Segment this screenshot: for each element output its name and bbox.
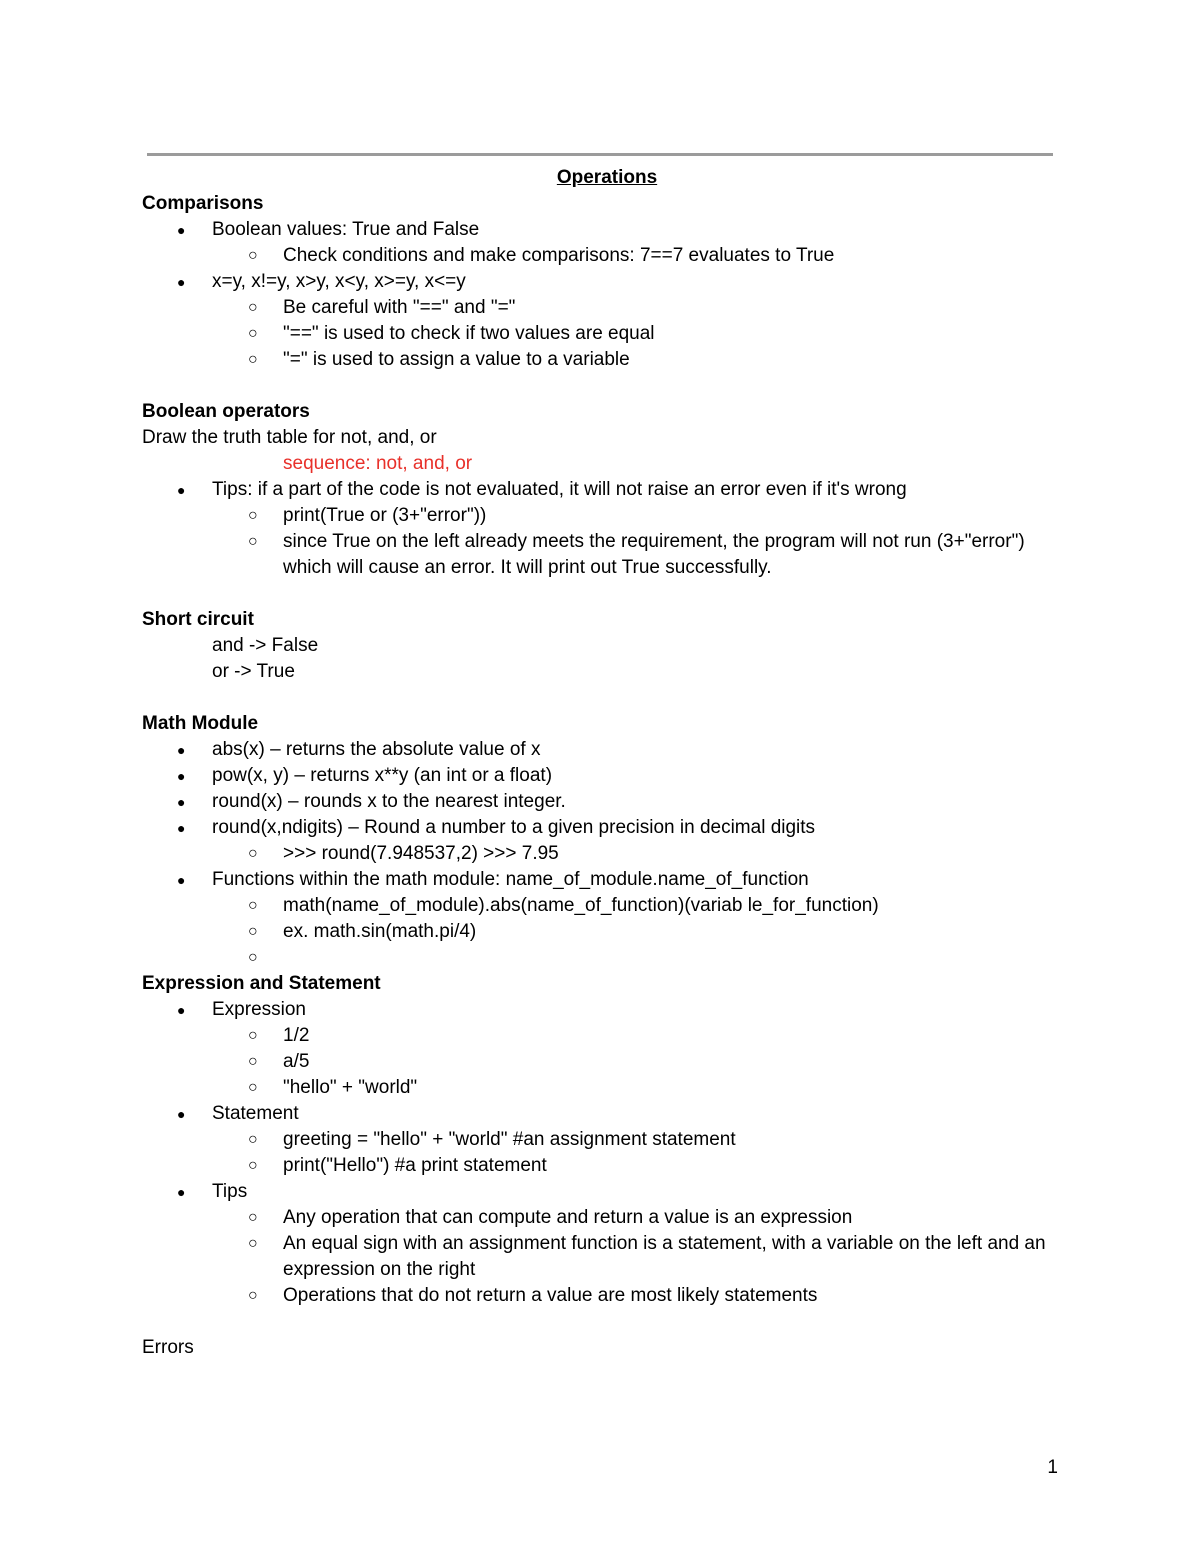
sub-list-item: ○ >>> round(7.948537,2) >>> 7.95 [142, 841, 1072, 867]
list-item: ● Functions within the math module: name_of_module.name_of_function ○ math(name_of_module).abs(name_of_function)(variab le_for_function) ○ ex. math.sin(math.pi/4) ○ [142, 867, 1072, 971]
short-circuit-and: and -> False [212, 635, 319, 656]
list-item: ● Statement ○ greeting = "hello" + "world" #an assignment statement ○ print("Hello") #a print statement [142, 1101, 1072, 1179]
sub-list-item: ○ 1/2 [142, 1023, 1072, 1049]
sub-bullet-icon: ○ [248, 325, 258, 342]
bullet-icon: ● [177, 820, 186, 836]
bullet-icon: ● [177, 768, 186, 784]
list-item: ● Boolean values: True and False ○ Check conditions and make comparisons: 7==7 evaluates to True [142, 217, 1072, 269]
blank-line [142, 373, 1072, 399]
document-title: Operations [556, 167, 658, 188]
sub-bullet-icon: ○ [248, 845, 258, 862]
sub-bullet-icon: ○ [248, 507, 258, 524]
errors-label: Errors [142, 1337, 194, 1358]
expression-statement-list [142, 997, 1072, 1309]
sub-list-item: ○ print(True or (3+"error")) [142, 503, 1072, 529]
sub-bullet-icon: ○ [248, 949, 258, 966]
bullet-icon: ● [177, 482, 186, 498]
bullet-icon: ● [177, 794, 186, 810]
bullet-icon: ● [177, 274, 186, 290]
sub-bullet-icon: ○ [248, 1287, 258, 1304]
blank-line [142, 1309, 1072, 1335]
sub-bullet-icon: ○ [248, 1027, 258, 1044]
sub-bullet-icon: ○ [248, 897, 258, 914]
sub-list-item: ○ An equal sign with an assignment function is a statement, with a variable on the left and an expression on the right [248, 1233, 1046, 1280]
document-body [142, 165, 1072, 1361]
page-number: 1 [1047, 1457, 1058, 1478]
sub-bullet-icon: ○ [248, 247, 258, 264]
sub-bullet-icon: ○ [248, 351, 258, 368]
list-item: ● pow(x, y) – returns x**y (an int or a float) [142, 763, 1072, 789]
sub-list-item: ○ Be careful with "==" and "=" [142, 295, 1072, 321]
sub-bullet-icon: ○ [248, 1131, 258, 1148]
list-item: ● round(x) – rounds x to the nearest integer. [142, 789, 1072, 815]
heading-short-circuit: Short circuit [142, 609, 254, 630]
bullet-icon: ● [177, 1002, 186, 1018]
sub-list-item: ○ ex. math.sin(math.pi/4) [142, 919, 1072, 945]
list-item: ● x=y, x!=y, x>y, x<y, x>=y, x<=y ○ Be careful with "==" and "=" ○ "==" is used to check if two values are equal ○ "=" is used to assign a value to a variable [142, 269, 1072, 373]
list-item: ● Expression ○ 1/2 ○ a/5 ○ "hello" + "world" [142, 997, 1072, 1101]
list-item: ● Tips: if a part of the code is not evaluated, it will not raise an error even if it's wrong ○ print(True or (3+"error")) ○ since True on the left already meets the requirement, the program will not run (3+"error") which will cause an error. It will print out True successfully. [142, 477, 1072, 581]
bullet-icon: ● [177, 1184, 186, 1200]
sub-bullet-icon: ○ [248, 923, 258, 940]
bullet-icon: ● [177, 872, 186, 888]
heading-comparisons: Comparisons [142, 193, 264, 214]
header-rule [147, 153, 1053, 156]
sub-bullet-icon: ○ [248, 1079, 258, 1096]
sub-list-item: ○ since True on the left already meets the requirement, the program will not run (3+"error") which will cause an error. It will print out True successfully. [248, 531, 1025, 578]
sub-list-item: ○ "hello" + "world" [142, 1075, 1072, 1101]
sub-bullet-icon: ○ [248, 299, 258, 316]
sub-list-item [142, 945, 1072, 971]
bullet-icon: ● [177, 222, 186, 238]
boolean-operators-list [142, 477, 1072, 581]
heading-boolean-operators: Boolean operators [142, 401, 310, 422]
sub-bullet-icon: ○ [248, 1235, 258, 1252]
heading-math-module: Math Module [142, 713, 259, 734]
sub-list-item: ○ Check conditions and make comparisons: 7==7 evaluates to True [142, 243, 1072, 269]
sub-bullet-icon: ○ [248, 1053, 258, 1070]
sequence-note: sequence: not, and, or [283, 453, 473, 474]
blank-line [142, 581, 1072, 607]
bullet-icon: ● [177, 1106, 186, 1122]
list-item: ● Tips ○ Any operation that can compute and return a value is an expression ○ An equal sign with an assignment function is a statement, with a variable on the left and an expression on the right ○ Operations that do not return a value are most likely statements [142, 1179, 1072, 1309]
bullet-icon: ● [177, 742, 186, 758]
sub-list-item: ○ greeting = "hello" + "world" #an assignment statement [142, 1127, 1072, 1153]
sub-bullet-icon: ○ [248, 1209, 258, 1226]
comparisons-list [142, 217, 1072, 373]
sub-list-item: ○ a/5 [142, 1049, 1072, 1075]
sub-bullet-icon: ○ [248, 1157, 258, 1174]
math-module-list [142, 737, 1072, 971]
list-item: ● round(x,ndigits) – Round a number to a given precision in decimal digits ○ >>> round(7.948537,2) >>> 7.95 [142, 815, 1072, 867]
list-item: ● abs(x) – returns the absolute value of x [142, 737, 1072, 763]
sub-list-item: ○ Operations that do not return a value are most likely statements [142, 1283, 1072, 1309]
blank-line [142, 685, 1072, 711]
short-circuit-or: or -> True [212, 661, 295, 682]
sub-list-item: ○ Any operation that can compute and return a value is an expression [142, 1205, 1072, 1231]
sub-list-item: ○ print("Hello") #a print statement [142, 1153, 1072, 1179]
sub-list-item: ○ "=" is used to assign a value to a variable [142, 347, 1072, 373]
truth-table-note: Draw the truth table for not, and, or [142, 427, 437, 448]
heading-expression-statement: Expression and Statement [142, 973, 381, 994]
sub-list-item: ○ "==" is used to check if two values are equal [142, 321, 1072, 347]
sub-list-item: ○ math(name_of_module).abs(name_of_function)(variab le_for_function) [142, 893, 1072, 919]
sub-bullet-icon: ○ [248, 533, 258, 550]
